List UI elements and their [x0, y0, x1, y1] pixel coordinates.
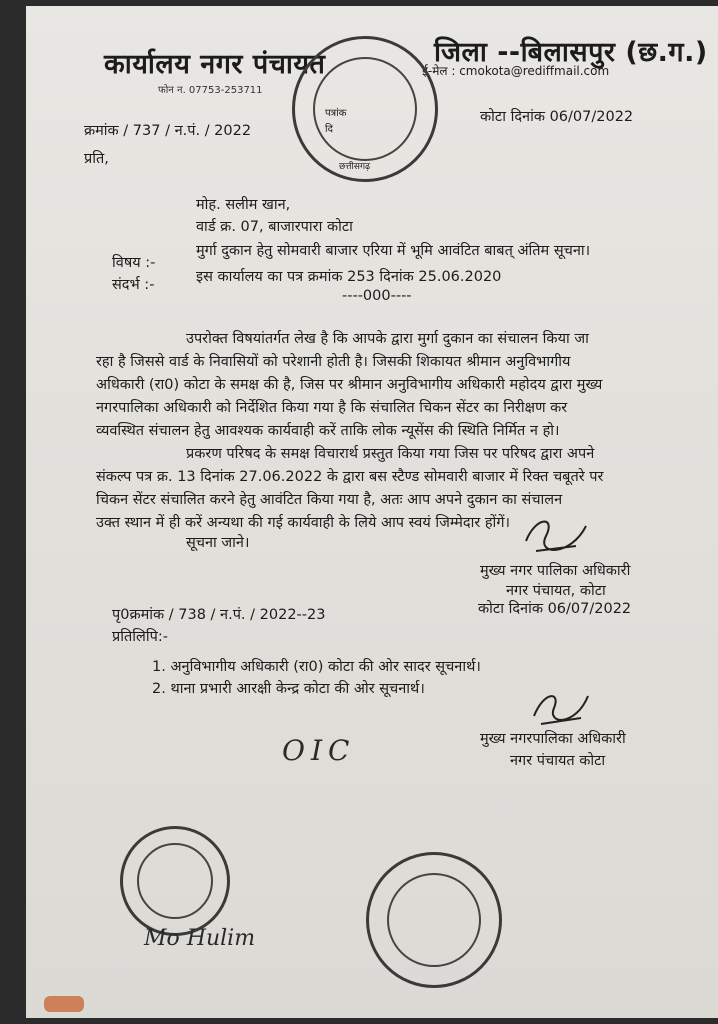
signature-scribble-1: [516, 511, 596, 561]
body-line: व्यवस्थित संचालन हेतु आवश्यक कार्यवाही करें ताकि लोक न्यूसेंस की स्थिति निर्मित न हो।: [96, 423, 560, 439]
handwritten-name: Mo Hulim: [144, 926, 256, 951]
signatory-title-2: मुख्य नगरपालिका अधिकारी: [480, 731, 626, 747]
phone-number: फोन न. 07753-253711: [158, 85, 263, 96]
email-address: ई-मेल : cmokota@rediffmail.com: [422, 64, 610, 78]
district-title: जिला --बिलासपुर (छ.ग.): [434, 37, 708, 68]
office-seal-bottom-right: [366, 852, 502, 988]
letter-number: क्रमांक / 737 / न.पं. / 2022: [84, 123, 252, 139]
body-line: उक्त स्थान में ही करें अन्यथा की गई कार्यवाही के लिये आप स्वयं जिम्मेदार होंगें।: [96, 515, 510, 531]
reference-label: संदर्भ :-: [112, 277, 155, 293]
body-line: उपरोक्त विषयांतर्गत लेख है कि आपके द्वारा मुर्गा दुकान का संचालन किया जा: [186, 331, 589, 347]
signatory-title-1: मुख्य नगर पालिका अधिकारी: [480, 563, 631, 579]
reference-text: इस कार्यालय का पत्र क्रमांक 253 दिनांक 25.06.2020: [196, 269, 502, 285]
divider: ----000----: [342, 288, 412, 304]
letter-date: कोटा दिनांक 06/07/2022: [480, 109, 634, 125]
office-title: कार्यालय नगर पंचायत: [104, 49, 326, 80]
copy-label: प्रतिलिपि:-: [112, 629, 168, 645]
body-line: रहा है जिससे वार्ड के निवासियों को परेशानी होती है। जिसकी शिकायत श्रीमान अनुविभागीय: [96, 354, 571, 370]
copy-date: कोटा दिनांक 06/07/2022: [478, 601, 632, 617]
signatory-office-2: नगर पंचायत कोटा: [510, 753, 606, 769]
signature-scribble-2: [526, 686, 596, 731]
addressee-name: मोह. सलीम खान,: [196, 197, 291, 213]
closing-text: सूचना जाने।: [186, 535, 250, 551]
handwritten-oic: OIC: [282, 734, 356, 767]
body-paragraph-1: [96, 328, 674, 443]
body-line: अधिकारी (रा0) कोटा के समक्ष की है, जिस पर श्रीमान अनुविभागीय अधिकारी महोदय द्वारा मुख्य: [96, 377, 603, 393]
copy-item-2: 2. थाना प्रभारी आरक्षी केन्द्र कोटा की ओर सूचनार्थ।: [152, 681, 425, 697]
letter-page: [26, 6, 718, 1018]
to-label: प्रति,: [84, 151, 109, 167]
body-line: प्रकरण परिषद के समक्ष विचारार्थ प्रस्तुत किया गया जिस पर परिषद द्वारा अपने: [186, 446, 595, 462]
seal-bottom-text: छत्तीसगढ़: [339, 162, 371, 172]
body-line: चिकन सेंटर संचालित करने हेतु आवंटित किया गया है, अतः आप अपने दुकान का संचालन: [96, 492, 563, 508]
body-line: संकल्प पत्र क्र. 13 दिनांक 27.06.2022 के द्वारा बस स्टैण्ड सोमवारी बाजार में रिक्त चबूतरे पर: [96, 469, 604, 485]
office-seal-top: [292, 36, 438, 182]
copy-number: पृ0क्रमांक / 738 / न.पं. / 2022--23: [112, 607, 326, 623]
body-line: नगरपालिका अधिकारी को निर्देशित किया गया है कि संचालित चिकन सेंटर का निरीक्षण कर: [96, 400, 568, 416]
office-seal-bottom-left: [120, 826, 230, 936]
seal-number-label: पत्रांक: [325, 108, 347, 119]
seal-date-label: दि: [325, 124, 333, 135]
edge-stain: [44, 996, 84, 1012]
subject-label: विषय :-: [112, 255, 156, 271]
addressee-address: वार्ड क्र. 07, बाजारपारा कोटा: [196, 219, 353, 235]
copy-item-1: 1. अनुविभागीय अधिकारी (रा0) कोटा की ओर सादर सूचनार्थ।: [152, 659, 481, 675]
signatory-office-1: नगर पंचायत, कोटा: [506, 583, 606, 599]
subject-text: मुर्गा दुकान हेतु सोमवारी बाजार एरिया में भूमि आवंटित बाबत् अंतिम सूचना।: [196, 243, 591, 259]
